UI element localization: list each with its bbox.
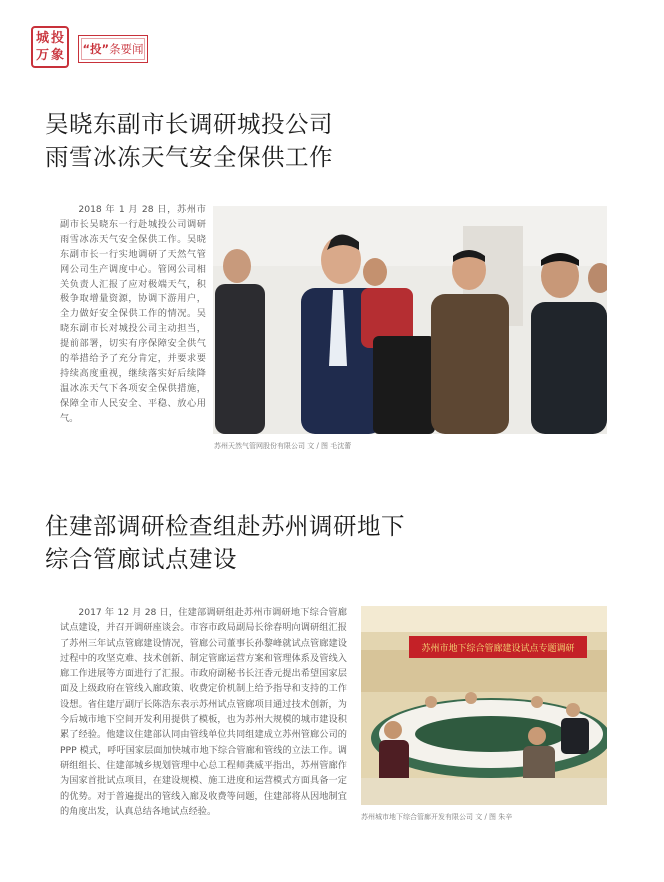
article1-title [45, 108, 333, 174]
section-badge-quote: “投” [82, 42, 110, 56]
meeting-banner-text: 苏州市地下综合管廊建设试点专题调研 [421, 644, 575, 654]
section-badge-label: 条要闻 [109, 42, 144, 56]
article1-body: 2018 年 1 月 28 日，苏州市副市长吴晓东一行赴城投公司调研雨雪冰冻天气安全保供工作。吴晓东副市长一行实地调研了天然气管网公司生产调度中心。管网公司相关负责人汇报了应对极端天气，积极争取增量资源，协调下游用户，全力做好安全保供工作的情况。吴晓东副市长对城投公司主动担当，提前部署，切实有序保障安全供气的举措给予了充分肯定，并要求要持续高度重视，继续落实好后续降温冰冻天气下各项安全保供措施，保障全市人民安全、平稳、放心用气。 [60, 204, 206, 424]
article2-title-line1: 住建部调研检查组赴苏州调研地下 [45, 512, 405, 540]
article2-body: 2017 年 12 月 28 日，住建部调研组赴苏州市调研地下综合管廊试点建设，并召开调研座谈会。市容市政局副局长徐春明向调研组汇报了苏州三年试点管廊建设情况，管廊公司董事长孙黎峰就试点管廊建设过程中的攻坚克难、技术创新、制定管廊运营方案和管理体系及管线入廊工作进展等方面进行了汇报。市政府副秘书长汪香元提出希望国家层面及上级政府在管线入廊政策、收费定价机制上给予指导和支持的工作设想。省住建厅副厅长陈浩东表示苏州试点管廊项目通过技术创新，为今后城市地下空间开发利用提供了模板，也为苏州大规模的城市建设积累了经验。他建议住建部认同由管线单位共同组建成立苏州管廊公司的 PPP 模式，呼吁国家层面加快城市地下综合管廊和管线的立法工作。调研组组长、住建部城乡规划管理中心总工程师龚威平指出，苏州管廊作为国家首批试点项目，在建设规模、施工进度和运营模式方面具备一定的优势。对于普遍提出的管线入廊及收费等问题，住建部将从因地制宜的角度出发，认真总结各地试点经验。 [60, 607, 347, 817]
article1-title-line1: 吴晓东副市长调研城投公司 [45, 110, 333, 138]
brand-logo [31, 26, 69, 68]
logo-char: 象 [50, 48, 64, 63]
article1-photo-illustration [213, 206, 607, 434]
logo-char: 万 [35, 48, 49, 63]
article1-photo-caption: 苏州天然气管网股份有限公司 文 / 图 毛沈蕾 [214, 442, 352, 450]
article1-photo [213, 206, 607, 434]
logo-char: 城 [35, 31, 49, 46]
section-badge [78, 35, 148, 63]
article2-photo [361, 606, 607, 805]
article2-photo-illustration [361, 606, 607, 805]
logo-char: 投 [50, 31, 64, 46]
article2-title [45, 510, 405, 576]
article1-title-line2: 雨雪冰冻天气安全保供工作 [45, 143, 333, 171]
article2-photo-caption: 苏州城市地下综合管廊开发有限公司 文 / 图 朱辛 [361, 813, 513, 821]
article2-title-line2: 综合管廊试点建设 [45, 545, 237, 573]
